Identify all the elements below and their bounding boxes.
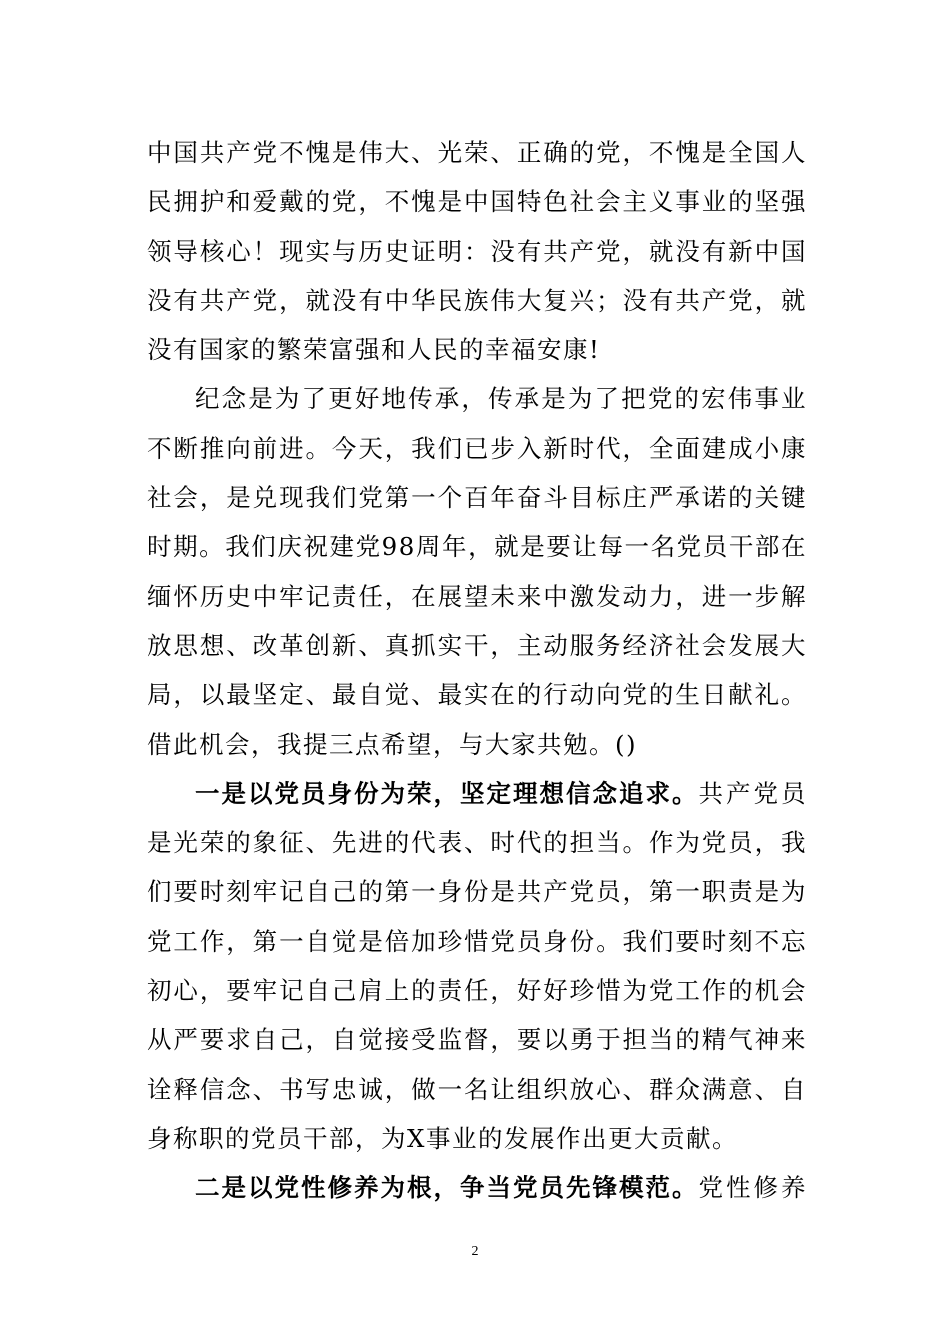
paragraph-3	[147, 769, 807, 1163]
text-line: 没有共产党，就没有中华民族伟大复兴；没有共产党，就	[147, 285, 807, 315]
text-line: 民拥护和爱戴的党，不愧是中国特色社会主义事业的坚强	[147, 187, 807, 217]
text-line: 放思想、改革创新、真抓实干，主动服务经济社会发展大	[147, 630, 807, 660]
heading-line	[147, 769, 807, 818]
text-line: 是光荣的象征、先进的代表、时代的担当。作为党员，我	[147, 828, 807, 858]
text-line: 党工作，第一自觉是倍加珍惜党员身份。我们要时刻不忘	[147, 926, 807, 956]
section-heading: 二是以党性修养为根，争当党员先锋模范。	[195, 1173, 699, 1203]
page-number: 2	[471, 1244, 479, 1259]
text-line: 身称职的党员干部，为X事业的发展作出更大贡献。	[147, 1123, 738, 1153]
text-line: 缅怀历史中牢记责任，在展望未来中激发动力，进一步解	[147, 581, 807, 611]
text-line: 不断推向前进。今天，我们已步入新时代，全面建成小康	[147, 433, 807, 463]
text-line: 中国共产党不愧是伟大、光荣、正确的党，不愧是全国人	[147, 138, 807, 167]
text-line: 局，以最坚定、最自觉、最实在的行动向党的生日献礼。	[147, 680, 807, 710]
text-line: 诠释信念、书写忠诚，做一名让组织放心、群众满意、自	[147, 1074, 807, 1104]
paragraph-1	[147, 128, 807, 374]
text-line: 初心，要牢记自己肩上的责任，好好珍惜为党工作的机会	[147, 976, 807, 1006]
document-body	[147, 128, 807, 1213]
text-line: 们要时刻牢记自己的第一身份是共产党员，第一职责是为	[147, 877, 807, 907]
heading-line	[147, 1163, 807, 1212]
text-run: 党性修养	[698, 1173, 807, 1203]
text-line: 从严要求自己，自觉接受监督，要以勇于担当的精气神来	[147, 1025, 807, 1055]
text-line: 时期。我们庆祝建党98周年，就是要让每一名党员干部在	[147, 532, 807, 562]
text-line: 纪念是为了更好地传承，传承是为了把党的宏伟事业	[195, 384, 807, 414]
text-line: 借此机会，我提三点希望，与大家共勉。()	[147, 729, 638, 759]
text-line: 社会，是兑现我们党第一个百年奋斗目标庄严承诺的关键	[147, 483, 807, 513]
paragraph-4	[147, 1163, 807, 1212]
text-line: 没有国家的繁荣富强和人民的幸福安康!	[147, 335, 601, 365]
text-run: 共产党员	[698, 778, 807, 808]
paragraph-2	[147, 374, 807, 768]
text-line: 领导核心！现实与历史证明：没有共产党，就没有新中国	[147, 236, 807, 266]
section-heading: 一是以党员身份为荣，坚定理想信念追求。	[195, 778, 699, 808]
